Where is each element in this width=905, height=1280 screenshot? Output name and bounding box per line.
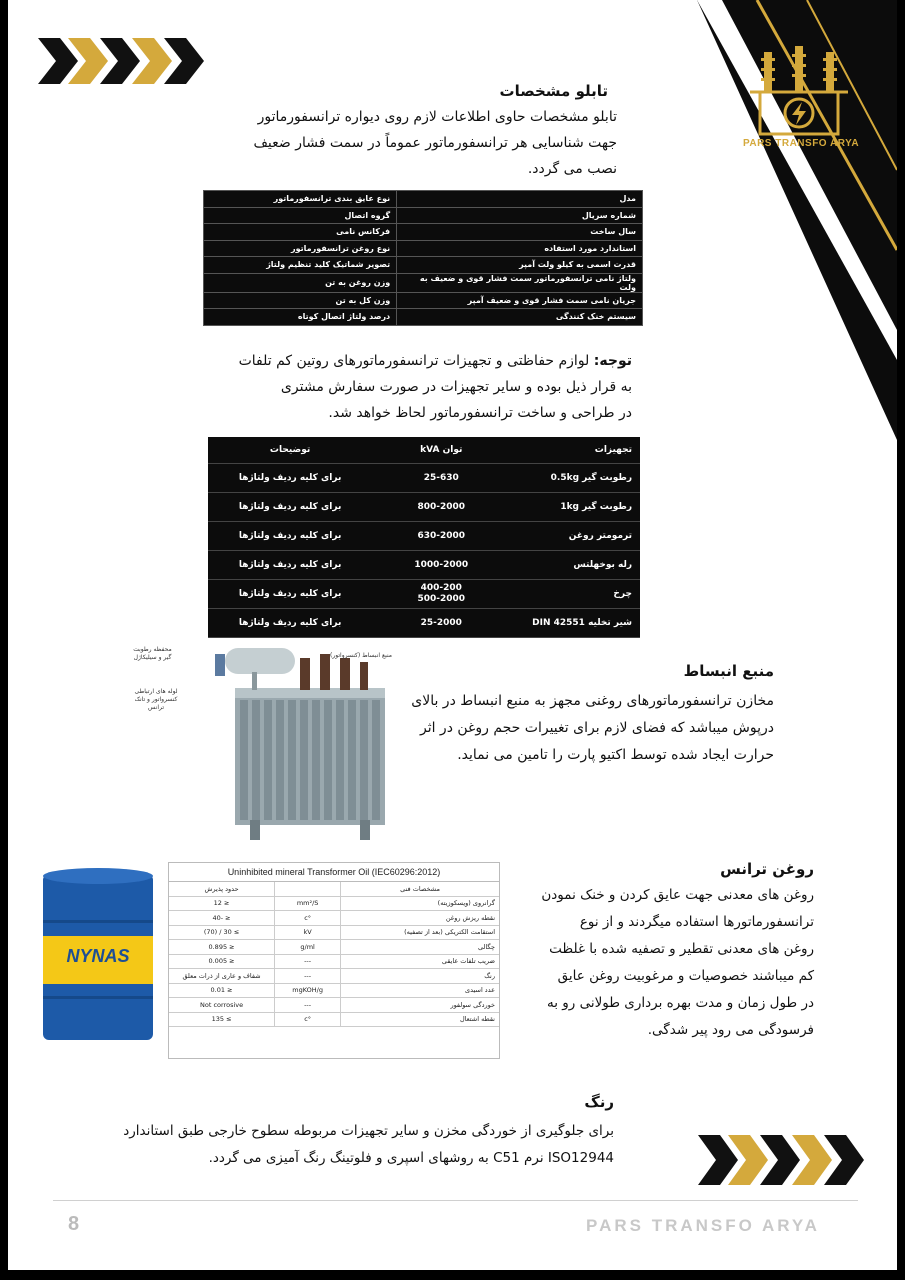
spec-row bbox=[204, 224, 643, 241]
spec-row bbox=[204, 257, 643, 274]
chevron-decoration-bottom bbox=[698, 1135, 868, 1185]
paint-text bbox=[68, 1118, 614, 1172]
oil-line: فرسودگی می رود پیر شدگی. bbox=[647, 1022, 814, 1038]
oil-header-limit: حدود پذیرش bbox=[169, 882, 275, 896]
spec-cell-right: سیستم خنک کنندگی bbox=[397, 309, 643, 326]
equipment-note: برای کلیه ردیف ولتاژها bbox=[208, 551, 372, 580]
oil-spec-limit: ≤ 0.895 bbox=[169, 940, 275, 955]
equipment-note: برای کلیه ردیف ولتاژها bbox=[208, 522, 372, 551]
spec-cell-right: سال ساخت bbox=[397, 224, 643, 241]
oil-spec-unit: kV bbox=[275, 925, 341, 940]
oil-line: در طول زمان و مدت بهره برداری طولانی رو به bbox=[546, 995, 814, 1011]
nameplate-line: نصب می گردد. bbox=[527, 161, 617, 177]
equipment-row bbox=[208, 493, 640, 522]
oil-row bbox=[169, 954, 499, 969]
oil-spec-name: عدد اسیدی bbox=[341, 983, 499, 998]
oil-spec-name: چگالی bbox=[341, 940, 499, 955]
oil-spec-name: خوردگی سولفور bbox=[341, 998, 499, 1013]
equipment-item: رله بوخهلتس bbox=[510, 551, 640, 580]
equipment-power bbox=[372, 551, 510, 580]
oil-spec-limit: ≤ 0.01 bbox=[169, 983, 275, 998]
pipe-callout: لوله های ارتباطی کنسرواتور و تانک ترانس bbox=[134, 688, 178, 711]
spec-cell-left: وزن کل به تن bbox=[204, 292, 397, 309]
paint-line: برای جلوگیری از خوردگی مخزن و سایر تجهیزات مربوطه سطوح خارجی طبق استاندارد bbox=[123, 1123, 614, 1139]
spec-row bbox=[204, 309, 643, 326]
pars-transfo-logo-icon bbox=[734, 38, 864, 154]
equipment-power-value: 25-2000 bbox=[420, 617, 462, 628]
oil-spec-unit: --- bbox=[275, 969, 341, 984]
equipment-row bbox=[208, 522, 640, 551]
oil-row bbox=[169, 998, 499, 1013]
oil-row bbox=[169, 1012, 499, 1027]
equipment-power-value: 25-630 bbox=[423, 472, 459, 483]
transformer-image bbox=[190, 640, 410, 845]
expansion-line: حرارت ایجاد شده توسط اکتیو پارت را تامین می نماید. bbox=[457, 747, 774, 763]
oil-row bbox=[169, 940, 499, 955]
equipment-power bbox=[372, 609, 510, 638]
oil-row bbox=[169, 925, 499, 940]
oil-text bbox=[508, 882, 814, 1044]
spec-cell-right: مدل bbox=[397, 191, 643, 208]
oil-spec-unit: --- bbox=[275, 954, 341, 969]
oil-spec-unit: °c bbox=[275, 911, 341, 926]
oil-row bbox=[169, 969, 499, 984]
oil-spec-name: نقطه ریزش روغن bbox=[341, 911, 499, 926]
oil-spec-limit: شفاف و عاری از ذرات معلق bbox=[169, 969, 275, 984]
equipment-row bbox=[208, 609, 640, 638]
spec-row bbox=[204, 191, 643, 208]
equipment-power bbox=[372, 493, 510, 522]
equipment-note: برای کلیه ردیف ولتاژها bbox=[208, 609, 372, 638]
nameplate-line: جهت شناسایی هر ترانسفورماتور عموماً در سمت فشار ضعیف bbox=[253, 135, 617, 151]
oil-spec-box bbox=[168, 862, 500, 1059]
catalog-page bbox=[8, 0, 897, 1270]
spec-row bbox=[204, 207, 643, 224]
equipment-item: رطوبت گیر 1kg bbox=[510, 493, 640, 522]
spec-cell-left: درصد ولتاژ اتصال کوتاه bbox=[204, 309, 397, 326]
footer-brand: PARS TRANSFO ARYA bbox=[586, 1216, 820, 1235]
oil-spec-limit: ≤ 12 bbox=[169, 896, 275, 911]
oil-spec-table bbox=[169, 882, 499, 1027]
equipment-power-value: 500-2000 bbox=[417, 594, 466, 604]
equipment-row bbox=[208, 580, 640, 609]
oil-spec-limit: ≤ 0.005 bbox=[169, 954, 275, 969]
spec-cell-left: نوع عایق بندی ترانسفورماتور bbox=[204, 191, 397, 208]
equipment-item: چرخ bbox=[510, 580, 640, 609]
oil-spec-name: ضریب تلفات عایقی bbox=[341, 954, 499, 969]
spec-cell-left: گروه اتصال bbox=[204, 207, 397, 224]
equipment-item: شیر تخلیه DIN 42551 bbox=[510, 609, 640, 638]
eq-header-note: توضیحات bbox=[208, 437, 372, 464]
spec-cell-right: جریان نامی سمت فشار قوی و ضعیف آمپر bbox=[397, 292, 643, 309]
footer-divider bbox=[53, 1200, 858, 1201]
oil-spec-limit: Not corrosive bbox=[169, 998, 275, 1013]
spec-cell-left: فرکانس نامی bbox=[204, 224, 397, 241]
oil-line: ترانسفورماتورها استفاده میگردند و از نوع bbox=[579, 914, 814, 930]
nameplate-line: تابلو مشخصات حاوی اطلاعات لازم روی دیواره ترانسفورماتور bbox=[257, 109, 617, 125]
oil-spec-unit: mgKOH/g bbox=[275, 983, 341, 998]
equipment-row bbox=[208, 464, 640, 493]
expansion-line: درپوش میباشد که فضای لازم برای تغییرات حجم روغن در اثر bbox=[419, 720, 774, 736]
conservator-callout: منبع انبساط (کنسرواتور) bbox=[330, 652, 392, 659]
equipment-row bbox=[208, 551, 640, 580]
note-line: به قرار ذیل بوده و سایر تجهیزات در صورت سفارش مشتری bbox=[280, 379, 632, 395]
chevron-decoration-top bbox=[38, 38, 208, 84]
oil-title: روغن ترانس bbox=[720, 860, 814, 878]
spec-cell-left: تصویر شماتیک کلید تنظیم ولتاژ bbox=[204, 257, 397, 274]
note-line: لوازم حفاظتی و تجهیزات ترانسفورماتورهای روتین کم تلفات bbox=[238, 353, 590, 369]
equipment-power-value: 800-2000 bbox=[417, 501, 466, 512]
oil-drum-label: NYNAS bbox=[66, 946, 130, 966]
equipment-power bbox=[372, 464, 510, 493]
oil-table-title: Uninhibited mineral Transformer Oil (IEC60296:2012) bbox=[169, 863, 499, 882]
oil-spec-unit: mm²/S bbox=[275, 896, 341, 911]
note-label: توجه: bbox=[593, 353, 632, 369]
nameplate-spec-table bbox=[203, 190, 643, 326]
oil-spec-limit: ≥ 30 / (70) bbox=[169, 925, 275, 940]
spec-cell-left: نوع روغن ترانسفورماتور bbox=[204, 240, 397, 257]
oil-header-spec: مشخصات فنی bbox=[341, 882, 499, 896]
spec-row bbox=[204, 273, 643, 292]
oil-spec-limit: ≥ 135 bbox=[169, 1012, 275, 1027]
equipment-power-value: 630-2000 bbox=[417, 530, 466, 541]
expansion-line: مخازن ترانسفورماتورهای روغنی مجهز به منبع انبساط در بالای bbox=[411, 693, 774, 709]
equipment-note: برای کلیه ردیف ولتاژها bbox=[208, 580, 372, 609]
note-text bbox=[206, 348, 632, 426]
equipment-power bbox=[372, 522, 510, 551]
expansion-text bbox=[408, 688, 774, 769]
note-line: در طراحی و ساخت ترانسفورماتور لحاظ خواهد شد. bbox=[328, 405, 632, 421]
spec-row bbox=[204, 292, 643, 309]
page-number: 8 bbox=[68, 1213, 80, 1235]
oil-spec-unit: --- bbox=[275, 998, 341, 1013]
spec-cell-right: قدرت اسمی به کیلو ولت آمپر bbox=[397, 257, 643, 274]
equipment-note: برای کلیه ردیف ولتاژها bbox=[208, 493, 372, 522]
oil-spec-name: استقامت الکتریکی (بعد از تصفیه) bbox=[341, 925, 499, 940]
expansion-title: منبع انبساط bbox=[683, 662, 774, 680]
equipment-item: ترمومتر روغن bbox=[510, 522, 640, 551]
oil-spec-unit: °c bbox=[275, 1012, 341, 1027]
spec-cell-left: وزن روغن به تن bbox=[204, 273, 397, 292]
equipment-item: رطوبت گیر 0.5kg bbox=[510, 464, 640, 493]
oil-row bbox=[169, 911, 499, 926]
paint-title: رنگ bbox=[584, 1093, 614, 1111]
oil-row bbox=[169, 896, 499, 911]
logo-text: PARS TRANSFO ARYA bbox=[742, 138, 860, 149]
breather-callout: محفظه رطوبت گیر و سیلیکاژل bbox=[133, 646, 172, 661]
equipment-power-value: 400-200 bbox=[420, 583, 462, 593]
oil-line: روغن های معدنی تقطیر و تصفیه شده با غلظت bbox=[549, 941, 814, 957]
oil-spec-name: گرانروی (ویسکوزیته) bbox=[341, 896, 499, 911]
oil-row bbox=[169, 983, 499, 998]
oil-header-unit bbox=[275, 882, 341, 896]
oil-line: کم میباشند خصوصیات و مرغوبیت روغن عایق bbox=[557, 968, 814, 984]
oil-spec-limit: ≤ -40 bbox=[169, 911, 275, 926]
eq-header-power: توان kVA bbox=[372, 437, 510, 464]
nameplate-text bbox=[213, 104, 617, 182]
equipment-table bbox=[208, 437, 640, 638]
spec-row bbox=[204, 240, 643, 257]
oil-spec-name: رنگ bbox=[341, 969, 499, 984]
equipment-power-value: 1000-2000 bbox=[414, 559, 469, 570]
nameplate-title: تابلو مشخصات bbox=[499, 82, 608, 100]
oil-spec-unit: g/ml bbox=[275, 940, 341, 955]
spec-cell-right: استاندارد مورد استفاده bbox=[397, 240, 643, 257]
oil-spec-name: نقطه اشتعال bbox=[341, 1012, 499, 1027]
eq-header-item: تجهیزات bbox=[510, 437, 640, 464]
equipment-note: برای کلیه ردیف ولتاژها bbox=[208, 464, 372, 493]
spec-cell-right: ولتاژ نامی ترانسفورماتور سمت فشار قوی و ضعیف به ولت bbox=[397, 273, 643, 292]
paint-line: ISO12944 نرم C51 به روشهای اسپری و فلوتینگ رنگ آمیزی می گردد. bbox=[208, 1150, 614, 1166]
oil-line: روغن های معدنی جهت عایق کردن و خنک نمودن bbox=[541, 887, 814, 903]
equipment-power bbox=[372, 580, 510, 609]
spec-cell-right: شماره سریال bbox=[397, 207, 643, 224]
